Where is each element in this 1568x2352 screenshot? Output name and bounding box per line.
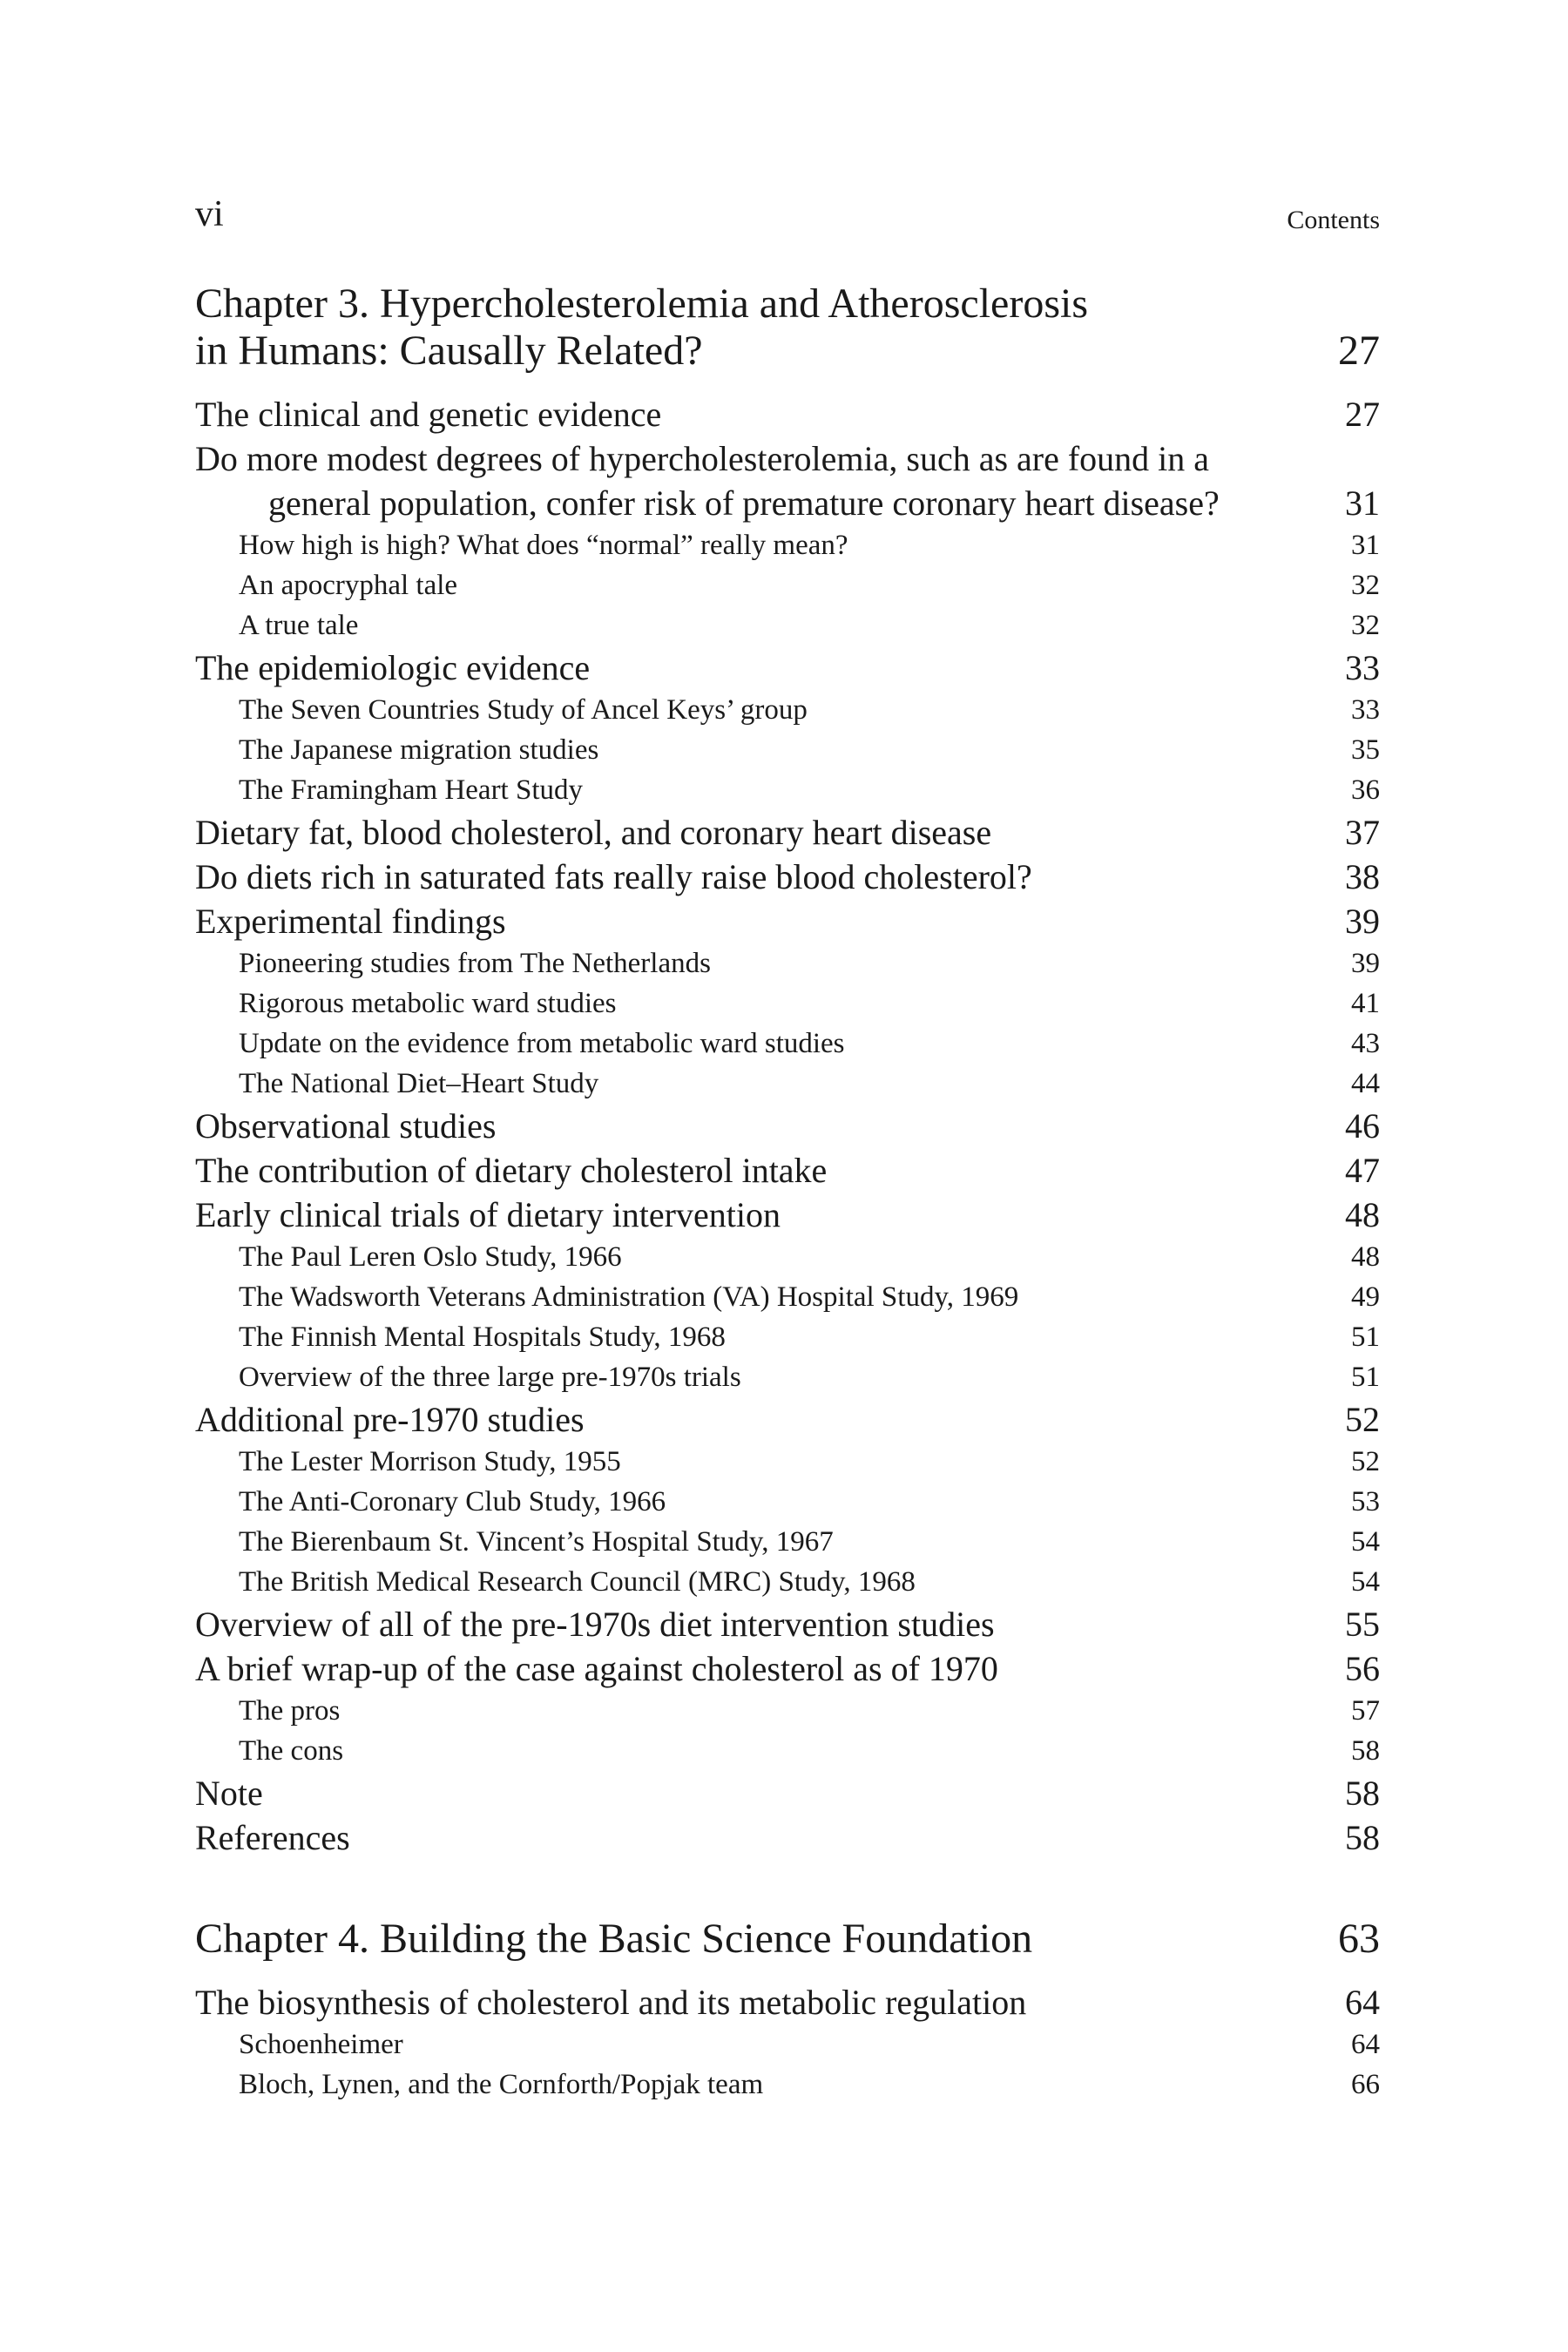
toc-entry-page: 39 [1351, 948, 1380, 979]
chapter-4-page: 63 [1338, 1916, 1380, 1962]
toc-entry-title: The Finnish Mental Hospitals Study, 1968 [239, 1321, 726, 1353]
toc-entry-title: Rigorous metabolic ward studies [239, 988, 617, 1019]
toc-entry-page: 46 [1345, 1106, 1380, 1146]
toc-entry-title: The biosynthesis of cholesterol and its metabolic regulation [195, 1983, 1027, 2022]
toc-entry-title: The National Diet–Heart Study [239, 1068, 599, 1099]
toc-entry-page: 49 [1351, 1281, 1380, 1313]
toc-entry-page: 31 [1351, 530, 1380, 561]
toc-entry-page: 51 [1351, 1321, 1380, 1353]
toc-entry-title: Overview of the three large pre-1970s trials [239, 1362, 741, 1393]
toc-entry-page: 32 [1351, 610, 1380, 641]
toc-entry-page: 54 [1351, 1566, 1380, 1598]
chapter-4-entries [195, 1980, 1380, 2105]
toc-subentry [195, 1562, 1380, 1602]
toc-entry-page: 58 [1345, 1818, 1380, 1857]
table-of-contents [195, 280, 1380, 2105]
toc-entry-page: 48 [1351, 1241, 1380, 1273]
toc-entry-title: Pioneering studies from The Netherlands [239, 948, 711, 979]
toc-subentry [195, 1482, 1380, 1522]
toc-subentry [195, 1317, 1380, 1357]
toc-subentry [195, 525, 1380, 565]
chapter-3-heading [195, 280, 1380, 375]
toc-entry-title: The British Medical Research Council (MRC) Study, 1968 [239, 1566, 916, 1598]
toc-entry-page: 33 [1345, 648, 1380, 687]
toc-entry-title: Experimental findings [195, 902, 506, 941]
toc-subentry [195, 1357, 1380, 1397]
toc-entry [195, 436, 1380, 525]
toc-entry-page: 47 [1345, 1151, 1380, 1190]
chapter-3-page: 27 [1338, 328, 1380, 374]
toc-entry [195, 1104, 1380, 1148]
toc-subentry [195, 1237, 1380, 1277]
toc-entry-page: 44 [1351, 1068, 1380, 1099]
toc-entry-title: Note [195, 1774, 263, 1813]
toc-subentry [195, 2065, 1380, 2105]
toc-subentry [195, 1691, 1380, 1731]
toc-entry [195, 1148, 1380, 1193]
toc-entry-title: Bloch, Lynen, and the Cornforth/Popjak team [239, 2069, 764, 2100]
toc-entry [195, 1815, 1380, 1860]
toc-entry [195, 1646, 1380, 1691]
toc-subentry [195, 983, 1380, 1024]
toc-entry-title: A true tale [239, 610, 359, 641]
chapter-4-title: Chapter 4. Building the Basic Science Foundation [195, 1916, 1033, 1962]
toc-entry-title: Dietary fat, blood cholesterol, and coronary heart disease [195, 813, 992, 852]
toc-entry-page: 32 [1351, 570, 1380, 601]
toc-entry-title: How high is high? What does “normal” really mean? [239, 530, 848, 561]
toc-entry-title: The epidemiologic evidence [195, 648, 591, 687]
toc-entry-page: 55 [1345, 1605, 1380, 1644]
toc-entry-page: 38 [1345, 857, 1380, 896]
toc-entry-title: The Anti-Coronary Club Study, 1966 [239, 1486, 666, 1517]
toc-entry-title: References [195, 1818, 350, 1857]
toc-entry-page: 36 [1351, 774, 1380, 806]
toc-entry-page: 37 [1345, 813, 1380, 852]
toc-entry-page: 58 [1351, 1735, 1380, 1767]
toc-entry-title: Schoenheimer [239, 2029, 403, 2060]
toc-entry-title: The contribution of dietary cholesterol intake [195, 1151, 828, 1190]
chapter-3-title-line-1: Chapter 3. Hypercholesterolemia and Atherosclerosis [195, 280, 1089, 327]
toc-entry-page: 64 [1351, 2029, 1380, 2060]
toc-entry-title: The Bierenbaum St. Vincent’s Hospital Study, 1967 [239, 1526, 834, 1558]
toc-entry-page: 53 [1351, 1486, 1380, 1517]
toc-entry-title: The Japanese migration studies [239, 734, 599, 766]
toc-entry-title: The Paul Leren Oslo Study, 1966 [239, 1241, 622, 1273]
toc-entry-title: Update on the evidence from metabolic ward studies [239, 1028, 845, 1059]
toc-entry-page: 27 [1345, 395, 1380, 434]
toc-entry-page: 41 [1351, 988, 1380, 1019]
chapter-3-title-line-2: in Humans: Causally Related? [195, 328, 703, 374]
toc-entry [195, 392, 1380, 436]
toc-entry-title: Additional pre-1970 studies [195, 1400, 585, 1439]
toc-entry [195, 899, 1380, 943]
toc-subentry [195, 690, 1380, 730]
toc-entry-title: The Seven Countries Study of Ancel Keys’ group [239, 694, 808, 726]
toc-subentry [195, 1522, 1380, 1562]
toc-entry-page: 54 [1351, 1526, 1380, 1558]
toc-entry-title: The Lester Morrison Study, 1955 [239, 1446, 621, 1477]
toc-entry-page: 48 [1345, 1195, 1380, 1234]
toc-entry-title: Observational studies [195, 1106, 497, 1146]
running-head [195, 193, 1380, 246]
toc-entry-title: The clinical and genetic evidence [195, 395, 662, 434]
toc-subentry [195, 605, 1380, 645]
toc-entry-page: 57 [1351, 1695, 1380, 1727]
toc-subentry [195, 2024, 1380, 2065]
toc-entry-title: An apocryphal tale [239, 570, 458, 601]
running-title: Contents [1287, 206, 1380, 234]
toc-subentry [195, 565, 1380, 605]
chapter-3-title [195, 280, 1197, 375]
toc-entry-page: 43 [1351, 1028, 1380, 1059]
toc-entry [195, 1980, 1380, 2024]
toc-entry-title: The Wadsworth Veterans Administration (VA) Hospital Study, 1969 [239, 1281, 1019, 1313]
toc-entry-page: 64 [1345, 1983, 1380, 2022]
toc-entry-page: 33 [1351, 694, 1380, 726]
toc-subentry [195, 1277, 1380, 1317]
toc-entry [195, 810, 1380, 855]
toc-entry-title: The cons [239, 1735, 344, 1767]
toc-entry-page: 58 [1345, 1774, 1380, 1813]
toc-entry [195, 1193, 1380, 1237]
toc-entry-page: 66 [1351, 2069, 1380, 2100]
toc-entry-title: The pros [239, 1695, 341, 1727]
toc-entry [195, 1602, 1380, 1646]
toc-entry-page: 31 [1345, 483, 1380, 523]
chapter-3-entries [195, 392, 1380, 1860]
toc-entry-title: A brief wrap-up of the case against cholesterol as of 1970 [195, 1649, 998, 1688]
toc-entry-title: Do more modest degrees of hypercholesterolemia, such as are found in a general population, confer risk of premature coronary heart disease? [195, 439, 1220, 523]
toc-entry-page: 51 [1351, 1362, 1380, 1393]
toc-entry [195, 645, 1380, 690]
chapter-4-heading [195, 1916, 1380, 1963]
toc-subentry [195, 1064, 1380, 1104]
toc-entry-page: 35 [1351, 734, 1380, 766]
toc-entry-title: Do diets rich in saturated fats really raise blood cholesterol? [195, 857, 1032, 896]
toc-entry [195, 855, 1380, 899]
toc-entry-page: 52 [1351, 1446, 1380, 1477]
toc-subentry [195, 770, 1380, 810]
toc-subentry [195, 943, 1380, 983]
toc-entry-title: Early clinical trials of dietary intervention [195, 1195, 781, 1234]
toc-subentry [195, 1442, 1380, 1482]
toc-subentry [195, 1731, 1380, 1771]
toc-entry-title: The Framingham Heart Study [239, 774, 584, 806]
toc-entry-page: 39 [1345, 902, 1380, 941]
toc-subentry [195, 730, 1380, 770]
toc-subentry [195, 1024, 1380, 1064]
toc-entry-title: Overview of all of the pre-1970s diet intervention studies [195, 1605, 995, 1644]
toc-entry [195, 1397, 1380, 1442]
page-number: vi [195, 194, 224, 234]
toc-entry [195, 1771, 1380, 1815]
toc-entry-page: 52 [1345, 1400, 1380, 1439]
toc-entry-page: 56 [1345, 1649, 1380, 1688]
